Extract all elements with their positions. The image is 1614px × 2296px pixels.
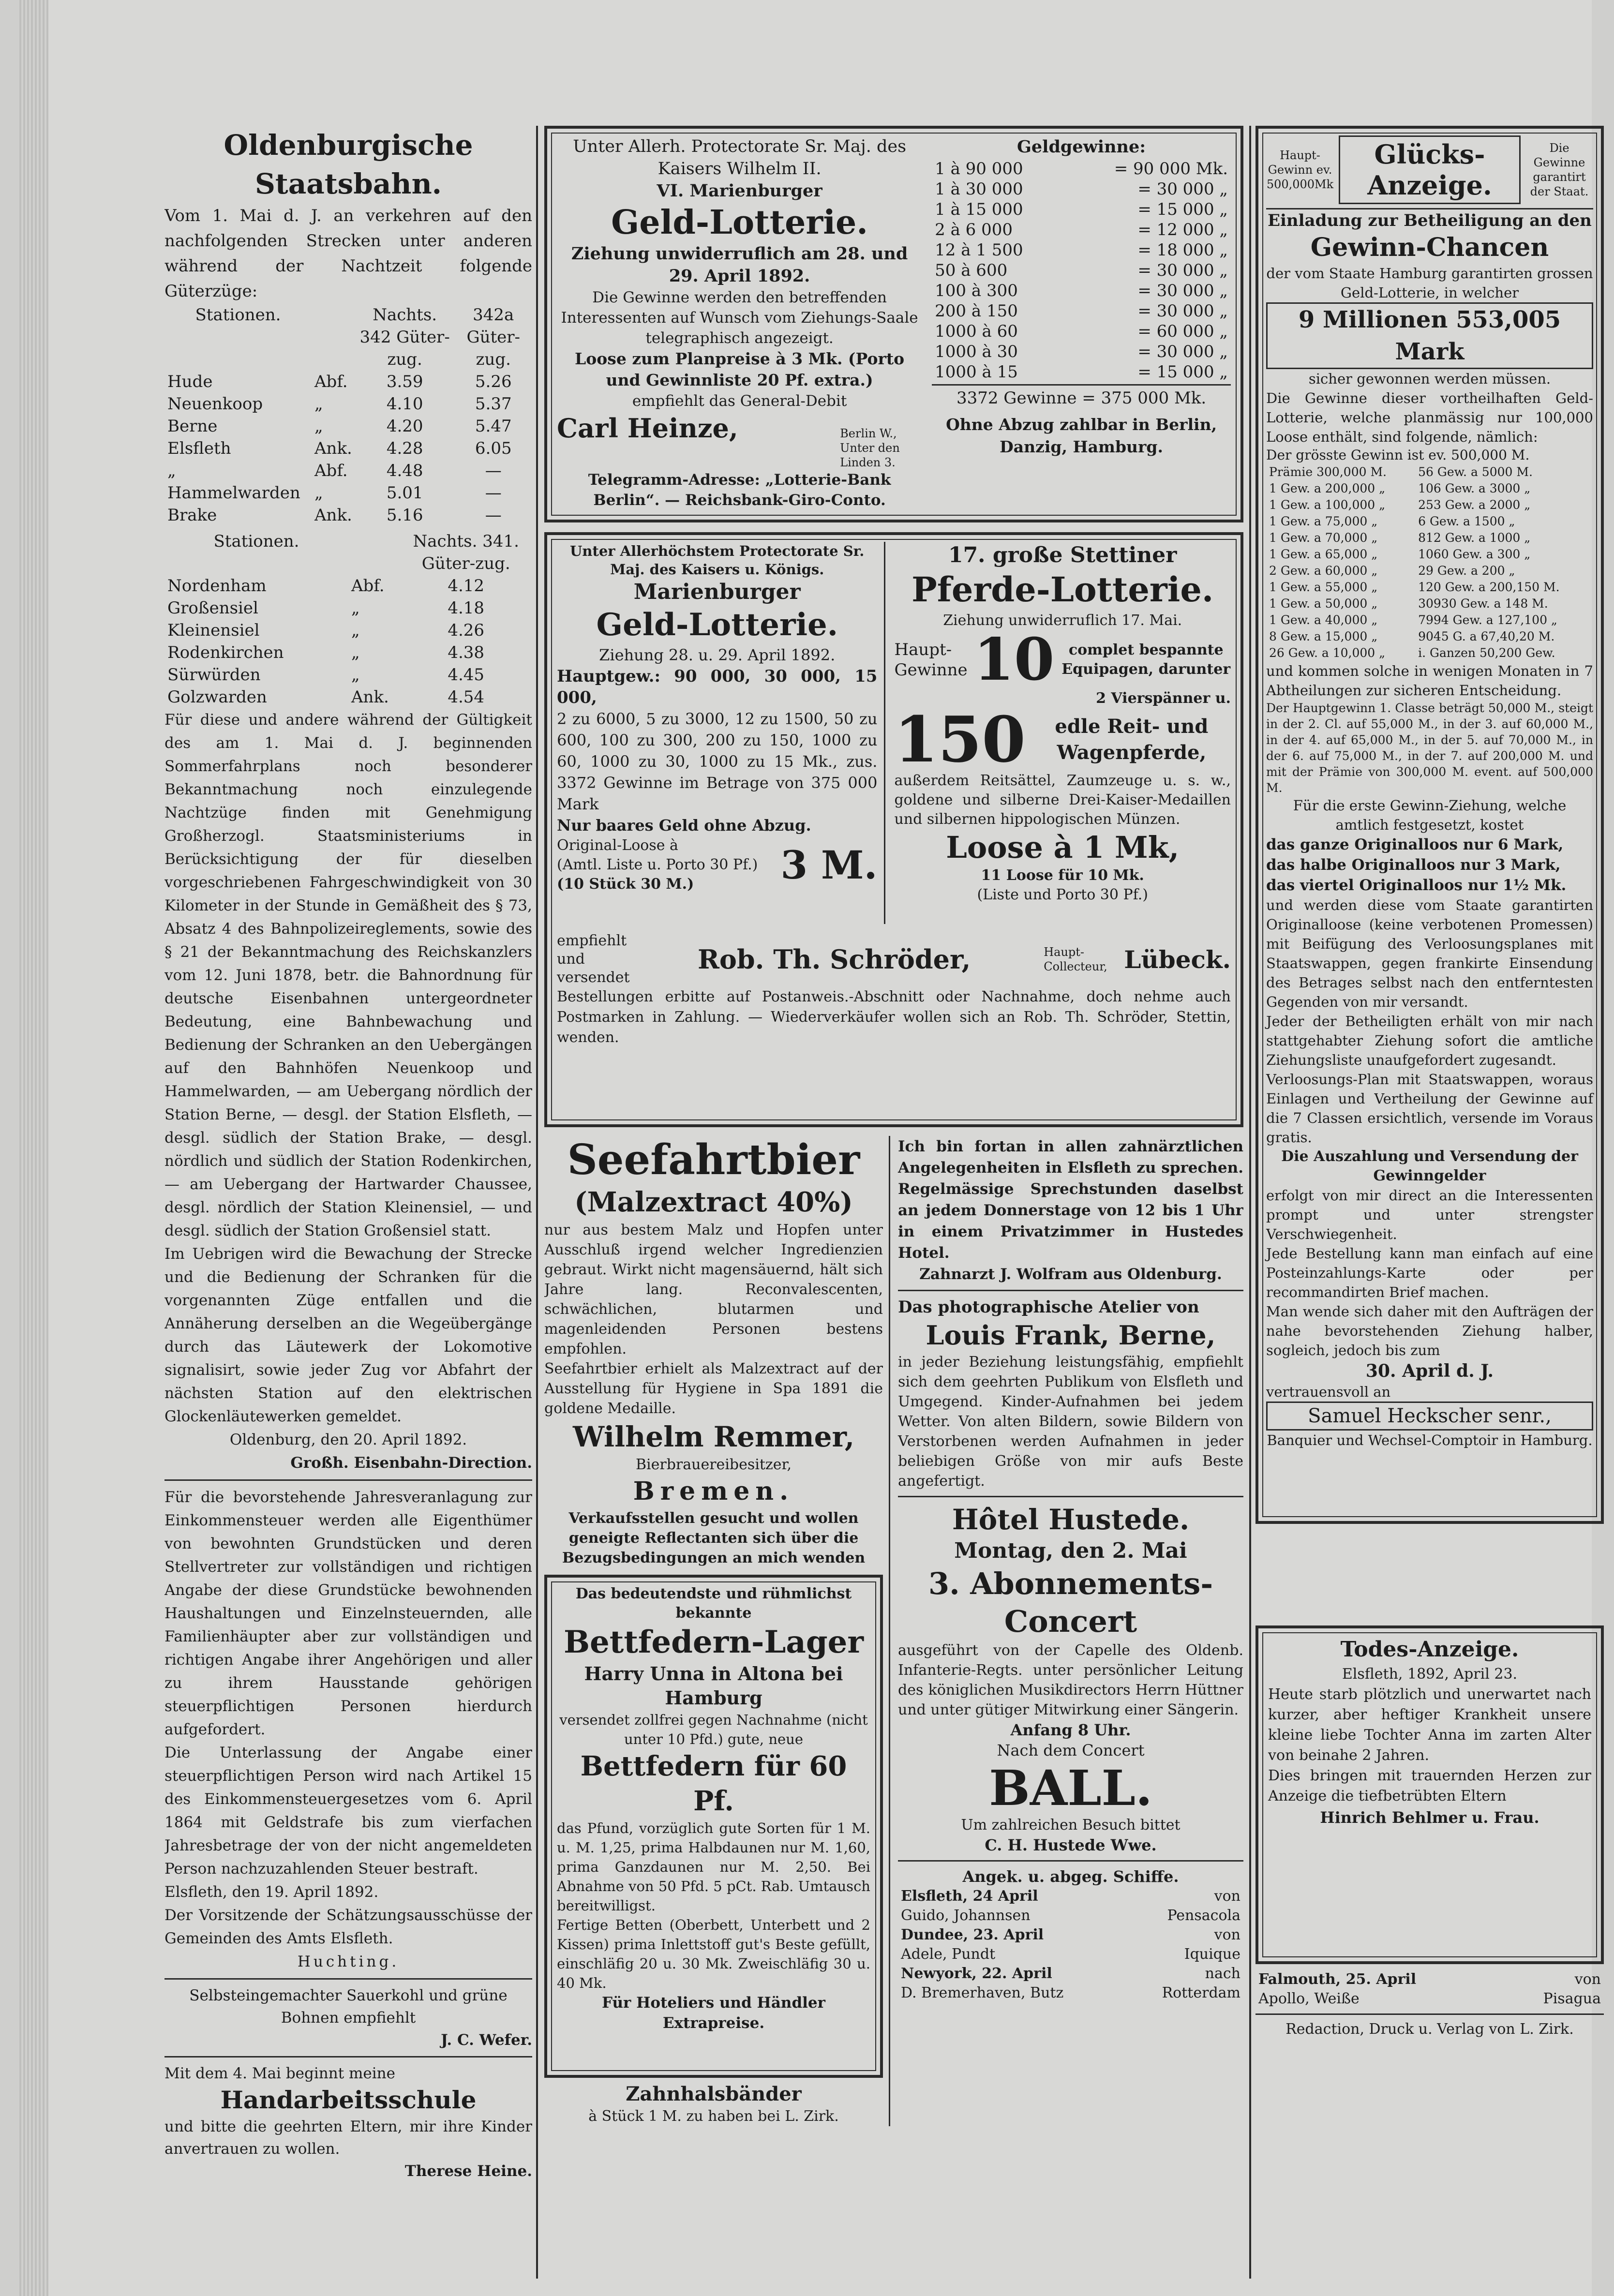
tax-notice-date: Elsfleth, den 19. April 1892.	[164, 1883, 379, 1901]
seefahrt-body: nur aus bestem Malz und Hopfen unter Ausschluß irgend welcher Ingredienzien gebraut. Wirkt nicht magensäuernd, hält sich Jahre lang. Reconvalescenten, schwächlichen, blutarmen und magenleidenden Personen bestens empfohlen.	[544, 1222, 883, 1357]
zahnhalsband-title: Zahnhalsbänder	[626, 2083, 802, 2105]
timetable-2-header: Nachts. 341. Güter-zug.	[413, 532, 519, 573]
column-1	[164, 126, 532, 2182]
hotel-date: Montag, den 2. Mai	[954, 1538, 1187, 1563]
lottery-3-subtitle: 17. große Stettiner	[948, 543, 1177, 567]
dentist-body: Ich bin fortan in allen zahnärztlichen Angelegenheiten in Elsfleth zu sprechen. Regelmässige Sprechstunden daselbst an jedem Donnerstage von 12 bis 1 Uhr in einem Privatzimmer in Hustedes Hotel.	[898, 1138, 1243, 1262]
seefahrt-medal: Seefahrtbier erhielt als Malzextract auf der Ausstellung für Hygiene in Spa 1891 die goldene Medaille.	[544, 1360, 883, 1417]
lottery-2-prize-list: 2 zu 6000, 5 zu 3000, 12 zu 1500, 50 zu 600, 100 zu 300, 200 zu 150, 1000 zu 60, 1000 zu 30, 1000 zu 15 Mk., zus. 3372 Gewinne im Betrage von 375 000 Mark	[557, 710, 878, 813]
gluecks-intro: Die Gewinne dieser vortheilhaften Geld-Lotterie, welche planmässig nur 100,000 Loose enthält, sind folgende, nämlich:	[1266, 390, 1593, 445]
table-row: Nordenham Abf. 4.12	[167, 576, 485, 596]
table-row: 200 à 150 = 30 000 „	[935, 301, 1228, 321]
table-row: 1000 à 15 = 15 000 „	[935, 362, 1228, 382]
table-row: 1 Gew. a 50,000 „ 30930 Gew. a 148 M.	[1269, 596, 1548, 611]
lottery-3-loose-price: Loose à 1 Mk,	[946, 830, 1180, 865]
bett-shipping: versendet zollfrei gegen Nachnahme (nicht unter 10 Pfd.) gute, neue	[559, 1712, 868, 1747]
lottery-3-equipagen: complet bespannte Equipagen, darunter	[1061, 641, 1231, 678]
table-row: 12 à 1 500 = 18 000 „	[935, 240, 1228, 260]
railway-date: Oldenburg, den 20. April 1892.	[229, 1431, 467, 1448]
death-notice	[1255, 1625, 1604, 1964]
ships-table	[898, 1887, 1243, 2003]
table-row: Elsfleth Ank. 4.28 6.05	[167, 439, 512, 458]
gluecks-list: Jeder der Betheiligten erhält von mir nach stattgehabter Ziehung sofort die amtliche Ziehungsliste unaufgefordert zugesandt.	[1266, 1013, 1593, 1068]
table-row: Prämie 300,000 M. 56 Gew. a 5000 M.	[1269, 465, 1533, 479]
prize-table-head: Geldgewinne:	[1016, 137, 1146, 157]
newspaper-page	[19, 0, 1601, 2296]
gluecks-title: Glücks-Anzeige.	[1339, 135, 1521, 204]
tax-notice-signature: Der Vorsitzende der Schätzungsausschüsse der Gemeinden des Amts Elsfleth.	[164, 1907, 532, 1947]
gluecks-shipping: und werden diese vom Staate garantirten Originalloose (keine verbotenen Promessen) mit Beifügung des Verloosungsplanes mit Staatswappen, gegen frankirte Einsendung des Betrages selbst nach den entferntesten Gegenden von mir versandt.	[1266, 897, 1593, 1010]
table-row: Berne „ 4.20 5.47	[167, 417, 512, 436]
prize-total: 3372 Gewinne = 375 000 Mk.	[956, 388, 1207, 408]
table-row: 1 Gew. a 75,000 „ 6 Gew. a 1500 „	[1269, 514, 1515, 528]
sauerkohl-signature: J. C. Wefer.	[441, 2031, 532, 2049]
table-row: Brake Ank. 5.16 —	[167, 506, 502, 525]
school-ad-signature: Therese Heine.	[404, 2162, 532, 2180]
table-row: 100 à 300 = 30 000 „	[935, 281, 1228, 300]
photo-atelier-name: Louis Frank, Berne,	[926, 1320, 1216, 1351]
school-ad-title: Handarbeitsschule	[220, 2086, 477, 2114]
table-row: Adele, Pundt Iquique	[901, 1946, 1240, 1963]
gluecks-first-draw: Für die erste Gewinn-Ziehung, welche amtlich festgesetzt, kostet	[1293, 797, 1567, 833]
hotel-after-concert: Nach dem Concert	[997, 1741, 1145, 1759]
lottery-2-date: Ziehung 28. u. 29. April 1892.	[599, 646, 836, 664]
table-row: 1 Gew. a 200,000 „ 106 Gew. a 3000 „	[1269, 481, 1531, 495]
schroeder-name: Rob. Th. Schröder,	[697, 944, 971, 975]
photo-atelier-title: Das photographische Atelier von	[898, 1297, 1199, 1317]
railway-body-1: Für diese und andere während der Gültigkeit des am 1. Mai d. J. beginnenden Sommerfahrplans noch besonderer Bekanntmachung noch einzulegende Nachtzüge finden mit Genehmigung Großherzogl. Staatsministeriums in Berücksichtigung der für dieselben vorgeschriebenen Fahrgeschwindigkeit von 30 Kilometer in der Stunde in Gemäßheit des § 73, Absatz 4 des Bahnpolizeireglements, sowie des § 21 der Bekanntmachung des Reichskanzlers vom 12. Juni 1878, betr. die Bahnordnung für deutsche Eisenbahnen untergeordneter Bedeutung, eine Bahnbewachung und Bedienung der Schranken an den Uebergängen auf den Bahnhöfen Neuenkoop und Hammelwarden, — am Uebergang nördlich der Station Berne, — desgl. der Station Elsfleth, — desgl. südlich der Station Brake, — desgl. nördlich und südlich der Station Rodenkirchen, — am Uebergang der Hartwarder Chaussee, desgl. nördlich der Station Kleinensiel, — und desgl. südlich der Station Großensiel statt.	[164, 711, 532, 1239]
lottery-3-title: Pferde-Lotterie.	[912, 569, 1214, 610]
table-row: 1 à 15 000 = 15 000 „	[935, 200, 1228, 219]
ships-table-2	[1255, 1970, 1604, 2009]
zahnhalsband-body: à Stück 1 M. zu haben bei L. Zirk.	[588, 2108, 839, 2125]
gluecks-hamburg: der vom Staate Hamburg garantirten grossen Geld-Lotterie, in welcher	[1266, 265, 1593, 301]
lottery-1-telegram: Telegramm-Adresse: „Lotterie-Bank Berlin“. — Reichsbank-Giro-Conto.	[588, 471, 891, 509]
gluecks-classes: Der Hauptgewinn 1. Classe beträgt 50,000 M., steigt in der 2. Cl. auf 55,000 M., in der 3. auf 60,000 M., in der 4. auf 65,000 M., in der 5. auf 70,000 M., in der 6. auf 75,000 M., in der 7. auf 200,000 M. und mit der Prämie von 300,000 M. event. auf 500,000 M.	[1266, 701, 1593, 795]
gluecks-left-note: Haupt-Gewinn ev. 500,000Mk	[1266, 149, 1334, 191]
lottery-3	[894, 542, 1231, 924]
lottery-2	[557, 542, 885, 924]
lottery-2-main-prizes: Hauptgew.: 90 000, 30 000, 15 000,	[557, 667, 878, 707]
schroeder-line	[557, 932, 1231, 987]
table-row: 2 à 6 000 = 12 000 „	[935, 220, 1228, 239]
lottery-1-debit: empfiehlt das General-Debit	[632, 392, 847, 410]
hotel-concert-body: ausgeführt von der Capelle des Oldenb. Infanterie-Regts. unter persönlicher Leitung des königlichen Musikdirectors Herrn Hüttner und unter gütiger Mitwirkung einer Sängerin.	[898, 1642, 1243, 1718]
table-row: 1 Gew. a 55,000 „ 120 Gew. a 200,150 M.	[1269, 580, 1560, 594]
column-2a	[544, 1136, 890, 2126]
column-divider	[1249, 126, 1251, 2279]
lottery-1-title: Geld-Lotterie.	[611, 203, 868, 242]
tax-notice-body-2: Die Unterlassung der Angabe einer steuerpflichtigen Person wird nach Artikel 15 des Einkommensteuergesetzes vom 6. April 1864 mit Geldstrafe bis zum vierfachen Jahresbetrage der von der nicht angemeldeten Person nachzuzahlenden Steuer bestraft.	[164, 1744, 532, 1878]
lottery-3-date: Ziehung unwiderruflich 17. Mai.	[943, 612, 1182, 629]
gluecks-biggest: Der grösste Gewinn ist ev. 500,000 M.	[1266, 447, 1530, 463]
table-row: Hammelwarden „ 5.01 —	[167, 483, 502, 503]
table-row: Dundee, 23. April von	[901, 1926, 1240, 1943]
bett-price-list: das Pfund, vorzüglich gute Sorten für 1 M. u. M. 1,25, prima Halbdaunen nur M. 1,60, prima Ganzdaunen nur M. 2,50. Bei Abnahme von 50 Pfd. 5 pCt. Rab. Umtausch bereitwilligst.	[557, 1820, 870, 1914]
hotel-concert-1: 3. Abonnements-	[928, 1566, 1213, 1601]
timetable-1	[164, 304, 532, 526]
lottery-3-150: 150	[894, 702, 1026, 776]
table-row: 1 Gew. a 65,000 „ 1060 Gew. a 300 „	[1269, 547, 1531, 561]
hotel-signature: C. H. Hustede Wwe.	[985, 1836, 1157, 1854]
lottery-1-seller: Carl Heinze,	[557, 413, 738, 444]
lottery-2-cash-note: Nur baares Geld ohne Abzug.	[557, 816, 811, 835]
gluecks-contact: Man wende sich daher mit den Aufträgen der nahe bevorstehenden Ziehung halber, sogleich, jedoch bis zum	[1266, 1303, 1593, 1358]
table-row: Elsfleth, 24 April von	[901, 1888, 1240, 1905]
lottery-3-bulk: 11 Loose für 10 Mk.	[981, 867, 1144, 884]
prize-payout-note: Ohne Abzug zahlbar in Berlin, Danzig, Hamburg.	[946, 415, 1217, 456]
timetable-1-header: Stationen.	[195, 305, 281, 325]
seefahrt-city: Bremen.	[633, 1476, 794, 1506]
seefahrt-retailers: Verkaufsstellen gesucht und wollen geneigte Reflectanten sich über die Bezugsbedingungen an mich wenden	[562, 1510, 866, 1566]
lottery-1-notice: Die Gewinne werden den betreffenden Interessenten auf Wunsch vom Ziehungs-Saale telegraphisch angezeigt.	[561, 289, 918, 347]
gluecks-decision: und kommen solche in wenigen Monaten in 7 Abtheilungen zur sicheren Entscheidung.	[1266, 663, 1593, 699]
railway-title: Oldenburgische Staatsbahn.	[224, 129, 473, 200]
gluecks-banker: Samuel Heckscher senr.,	[1266, 1401, 1593, 1431]
column-3	[1255, 126, 1604, 2283]
schroeder-tag: Haupt-Collecteur,	[1044, 945, 1107, 973]
lottery-1-patron: Unter Allerh. Protectorate Sr. Maj. des Kaisers Wilhelm II.	[573, 137, 907, 179]
gluecks-whole-price: das ganze Originalloos nur 6 Mark,	[1266, 836, 1564, 853]
table-row: Sürwürden „ 4.45	[167, 665, 485, 685]
railway-body-2: Im Uebrigen wird die Bewachung der Strecke und die Bedienung der Schranken für die vorgenannten Züge entfallen und die Annäherung derselben an die Wegeübergänge durch das Läutewerk der Lokomotive signalisirt, sowie jeder Zug vor Abfahrt der nächsten Station auf den elektrischen Glockenläutewerken gemeldet.	[164, 1245, 532, 1425]
dentist-signature: Zahnarzt J. Wolfram aus Oldenburg.	[919, 1266, 1222, 1283]
table-row: 1 à 90 000 = 90 000 Mk.	[935, 159, 1228, 179]
column-2-lower	[544, 1136, 1243, 2126]
gluecks-deadline: 30. April d. J.	[1365, 1361, 1494, 1381]
marienburg-lottery-ad	[544, 126, 1243, 522]
gluecks-payout: erfolgt von mir direct an die Interessenten prompt und unter strengster Verschwiegenheit.	[1266, 1187, 1593, 1242]
schroeder-city: Lübeck.	[1124, 945, 1231, 974]
lottery-3-main-label: Haupt-Gewinne	[894, 640, 968, 680]
schroeder-orders: Bestellungen erbitte auf Postanweis.-Abschnitt oder Nachnahme, doch nehme auch Postmarken in Zahlung. — Wiederverkäufer wollen sich an Rob. Th. Schröder, Stettin, wenden.	[557, 988, 1231, 1046]
death-notice-date: Elsfleth, 1892, April 23.	[1342, 1666, 1518, 1683]
table-row: Rodenkirchen „ 4.38	[167, 643, 485, 662]
table-row: 50 à 600 = 30 000 „	[935, 261, 1228, 280]
gluecks-trust: vertrauensvoll an	[1266, 1384, 1391, 1400]
photo-atelier-body: in jeder Beziehung leistungsfähig, empfiehlt sich dem geehrten Publikum von Elsfleth und Umgegend. Kinder-Aufnahmen bei jedem Wetter. Von alten Bildern, sowie Bildern von Verstorbenen werden Aufnahmen in jeder beliebigen Größe von mir aufs Beste angefertigt.	[898, 1354, 1243, 1490]
lottery-1-date: Ziehung unwiderruflich am 28. und 29. April 1892.	[571, 244, 908, 286]
page-binding-edge	[19, 0, 48, 2296]
table-row: 1000 à 60 = 60 000 „	[935, 322, 1228, 341]
lottery-3-porto: (Liste und Porto 30 Pf.)	[977, 886, 1148, 903]
table-row: 26 Gew. a 10,000 „ i. Ganzen 50,200 Gew.	[1269, 646, 1555, 660]
lottery-3-extras: außerdem Reitsättel, Zaumzeuge u. s. w., goldene und silberne Drei-Kaiser-Medaillen und silbernen hippologischen Münzen.	[894, 772, 1231, 828]
table-row: „ Abf. 4.48 —	[167, 461, 502, 480]
timetable-1-header: Nachts. 342 Güter-zug.	[359, 305, 450, 369]
lottery-2-original-loose: Original-Loose à	[557, 837, 678, 854]
column-divider	[536, 126, 538, 2279]
gluecks-table	[1266, 464, 1593, 661]
gluecks-plan: Verloosungs-Plan mit Staatswappen, woraus Einlagen und Vertheilung der Gewinne auf die 7 Classen ersichtlich, versende im Voraus gratis.	[1266, 1071, 1593, 1146]
column-2	[544, 126, 1243, 2283]
column-2b	[898, 1136, 1243, 2126]
table-row: 1 Gew. a 40,000 „ 7994 Gew. a 127,100 „	[1269, 613, 1557, 627]
gluecks-order: Jede Bestellung kann man einfach auf eine Posteinzahlungs-Karte oder per recommandirten Brief machen.	[1266, 1245, 1593, 1300]
bett-price-title: Bettfedern für 60 Pf.	[580, 1750, 847, 1817]
death-notice-title: Todes-Anzeige.	[1340, 1637, 1519, 1662]
seefahrt-subtitle: (Malzextract 40%)	[574, 1186, 853, 1218]
timetable-1-header: 342a Güter-zug.	[466, 305, 521, 369]
schroeder-intro: empfiehlt und versendet	[557, 932, 630, 986]
lottery-1-price: Loose zum Planpreise à 3 Mk. (Porto und Gewinnliste 20 Pf. extra.)	[575, 349, 905, 389]
school-ad-intro: Mit dem 4. Mai beginnt meine	[164, 2065, 395, 2082]
death-notice-body: Heute starb plötzlich und unerwartet nach kurzer, aber heftiger Krankheit unsere kleine liebe Tochter Anna im zarten Alter von beinahe 2 Jahren.	[1268, 1686, 1591, 1764]
death-notice-mourners: Dies bringen mit trauernden Herzen zur Anzeige die tiefbetrübten Eltern	[1268, 1767, 1591, 1804]
lottery-1-address: Berlin W., Unter den Linden 3.	[840, 427, 900, 469]
table-row: 8 Gew. a 15,000 „ 9045 G. a 67,40,20 M.	[1269, 629, 1555, 643]
seefahrt-brewer-title: Bierbrauereibesitzer,	[635, 1456, 792, 1473]
table-row: Newyork, 22. April nach	[901, 1965, 1240, 1982]
gluecks-banker-address: Banquier und Wechsel-Comptoir in Hamburg.	[1267, 1432, 1593, 1448]
lottery-combined-ad	[544, 532, 1243, 1127]
lottery-2-title: Geld-Lotterie.	[596, 607, 838, 643]
timetable-2-header: Stationen.	[213, 532, 299, 551]
school-ad-body: und bitte die geehrten Eltern, mir ihre Kinder anvertrauen zu wollen.	[164, 2118, 532, 2158]
table-row: 1000 à 30 = 30 000 „	[935, 342, 1228, 361]
lottery-1-subtitle: VI. Marienburger	[657, 181, 822, 201]
table-row: Großensiel „ 4.18	[167, 598, 485, 618]
hotel-title: Hôtel Hustede.	[952, 1503, 1190, 1536]
imprint: Redaction, Druck u. Verlag von L. Zirk.	[1285, 2021, 1574, 2038]
bettfedern-ad	[544, 1575, 883, 2078]
gluecks-chances: Gewinn-Chancen	[1310, 233, 1549, 262]
gluecks-payout-title: Die Auszahlung und Versendung der Gewinngelder	[1281, 1148, 1578, 1184]
gluecks-millions: 9 Millionen 553,005 Mark	[1266, 302, 1593, 369]
prize-table	[932, 159, 1231, 382]
hotel-invitation: Um zahlreichen Besuch bittet	[961, 1817, 1181, 1834]
table-row: 1 Gew. a 100,000 „ 253 Gew. a 2000 „	[1269, 498, 1531, 512]
seefahrt-title: Seefahrtbier	[567, 1135, 860, 1184]
lottery-2-subtitle: Marienburger	[633, 580, 801, 604]
sauerkohl-ad: Selbsteingemachter Sauerkohl und grüne Bohnen empfiehlt	[189, 1987, 508, 2027]
table-row: Hude Abf. 3.59 5.26	[167, 372, 512, 391]
hotel-ball: BALL.	[989, 1759, 1152, 1817]
table-row: D. Bremerhaven, Butz Rotterdam	[901, 1984, 1240, 2001]
lottery-1-left	[557, 135, 922, 513]
lottery-1-prizes	[932, 135, 1231, 513]
tax-notice-name: Huchting.	[297, 1953, 400, 1970]
gluecks-quarter-price: das viertel Originalloos nur 1½ Mk.	[1266, 877, 1567, 894]
table-row: Neuenkoop „ 4.10 5.37	[167, 394, 512, 414]
table-row: Guido, Johannsen Pensacola	[901, 1907, 1240, 1924]
gluecks-right-note: Die Gewinne garantirt der Staat.	[1530, 141, 1589, 198]
bett-company: Harry Unna in Altona bei Hamburg	[584, 1663, 843, 1709]
hotel-concert-2: Concert	[1004, 1604, 1137, 1639]
lottery-3-vierspanner: 2 Vierspänner u.	[1096, 690, 1231, 707]
gluecks-certain: sicher gewonnen werden müssen.	[1308, 371, 1551, 387]
gluecks-invite: Einladung zur Betheiligung an den	[1268, 211, 1592, 230]
table-row: Golzwarden Ank. 4.54	[167, 687, 485, 707]
table-row: Falmouth, 25. April von	[1258, 1971, 1601, 1988]
table-row: 1 à 30 000 = 30 000 „	[935, 179, 1228, 199]
railway-intro: Vom 1. Mai d. J. an verkehren auf den nachfolgenden Strecken unter anderen während der Nachtzeit folgende Güterzüge:	[164, 206, 532, 301]
lottery-2-price: 3 M.	[780, 842, 878, 888]
lottery-3-ten: 10	[973, 626, 1055, 694]
table-row: Kleinensiel „ 4.26	[167, 621, 485, 640]
table-row: 1 Gew. a 70,000 „ 812 Gew. a 1000 „	[1269, 531, 1531, 545]
lottery-3-horses: edle Reit- und Wagenpferde,	[1055, 715, 1209, 764]
table-row: Apollo, Weiße Pisagua	[1258, 1990, 1601, 2007]
lottery-2-patron: Unter Allerhöchstem Protectorate Sr. Maj. des Kaisers u. Königs.	[570, 543, 865, 578]
table-row: 2 Gew. a 60,000 „ 29 Gew. a 200 „	[1269, 564, 1515, 578]
gluecks-half-price: das halbe Originalloos nur 3 Mark,	[1266, 856, 1561, 874]
hotel-start-time: Anfang 8 Uhr.	[1010, 1721, 1131, 1739]
bett-intro: Das bedeutendste und rühmlichst bekannte	[575, 1585, 852, 1622]
lottery-2-bulk-price: (10 Stück 30 M.)	[557, 876, 694, 893]
bett-title: Bettfedern-Lager	[563, 1624, 864, 1660]
timetable-2	[164, 530, 532, 708]
gluecks-anzeige	[1255, 126, 1604, 1524]
seefahrt-brewer: Wilhelm Remmer,	[572, 1420, 855, 1453]
bett-hoteliers: Für Hoteliers und Händler Extrapreise.	[602, 1994, 825, 2032]
death-notice-signature: Hinrich Behlmer u. Frau.	[1320, 1808, 1539, 1827]
ships-heading: Angek. u. abgeg. Schiffe.	[962, 1867, 1179, 1886]
bett-ready-beds: Fertige Betten (Oberbett, Unterbett und 2 Kissen) prima Inlettstoff gut's Beste gefüllt, einschläfig 20 u. 30 Mk. Zweischläfig 30 u. 40 Mk.	[557, 1917, 870, 1991]
lottery-2-list-porto: (Amtl. Liste u. Porto 30 Pf.)	[557, 856, 758, 873]
tax-notice-body-1: Für die bevorstehende Jahresveranlagung zur Einkommensteuer werden alle Eigenthümer von bewohnten Grundstücken und deren Stellvertreter zur vollständigen und richtigen Angabe der diese Grundstücke bewohnenden Haushaltungen und Einzelnsteuernden, alle Familienhäupter aber zur vollständigen und richtigen Angabe ihrer Angehörigen und aller zu ihrem Hausstande gehörigen steuerpflichtigen Personen hierdurch aufgefordert.	[164, 1489, 532, 1738]
railway-signature: Großh. Eisenbahn-Direction.	[290, 1454, 532, 1472]
